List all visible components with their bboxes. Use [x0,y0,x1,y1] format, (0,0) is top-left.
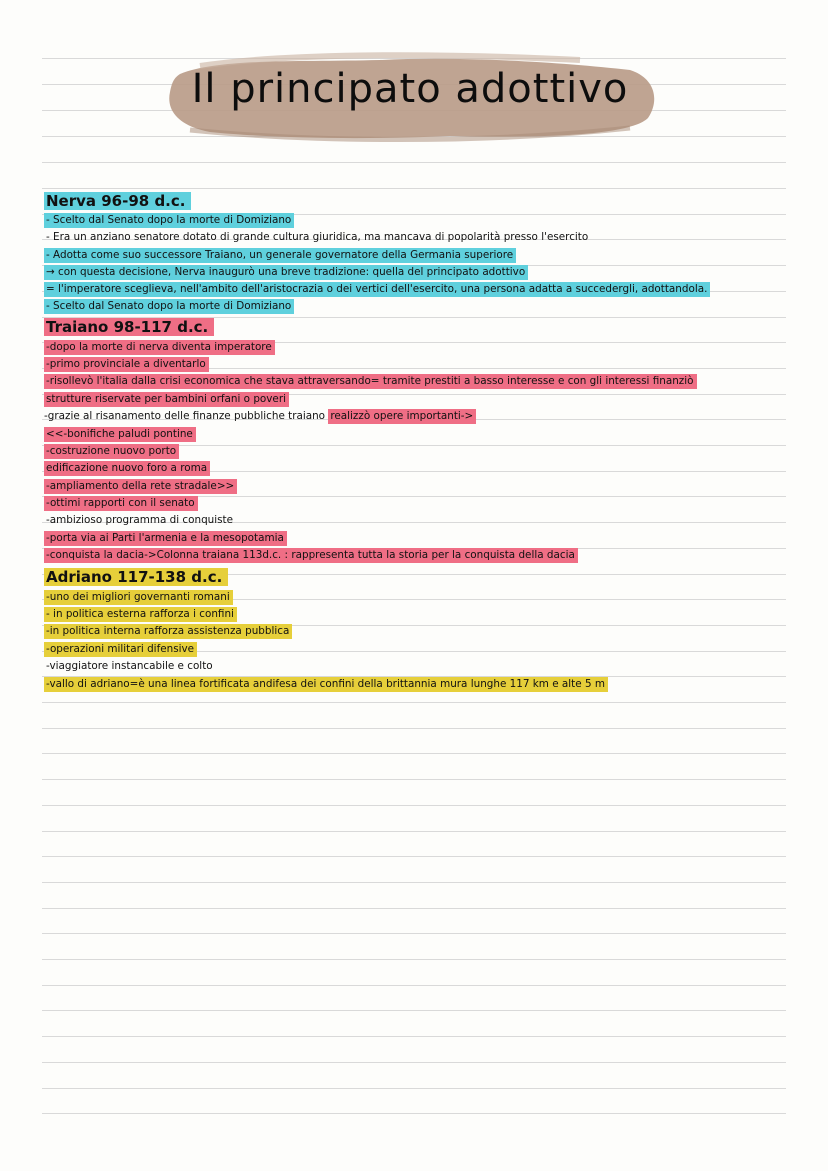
ruled-line [42,908,786,909]
ruled-line [42,779,786,780]
nerva-line: - Scelto dal Senato dopo la morte di Domiziano [44,298,294,314]
traiano-line: -ambizioso programma di conquiste [46,514,234,526]
traiano-line: strutture riservate per bambini orfani o poveri [44,391,289,407]
ruled-line [42,856,786,857]
traiano-line: -primo provinciale a diventarlo [44,356,209,372]
traiano-highlight: realizzò opere importanti-> [328,409,476,424]
ruled-line [42,1062,786,1063]
traiano-line: -costruzione nuovo porto [44,443,179,459]
traiano-line: -ottimi rapporti con il senato [44,495,198,511]
ruled-line [42,1113,786,1114]
ruled-line [42,882,786,883]
ruled-line [42,933,786,934]
traiano-line: -porta via ai Parti l'armenia e la mesopotamia [44,530,287,546]
adriano-line: -in politica interna rafforza assistenza pubblica [44,623,292,639]
traiano-line: -ampliamento della rete stradale>> [44,478,237,494]
adriano-line: -viaggiatore instancabile e colto [46,660,213,672]
nerva-line: = l'imperatore sceglieva, nell'ambito dell'aristocrazia o dei vertici dell'esercito, una persona adatta a succedergli, adottandola. [44,281,710,297]
traiano-line: -risollevò l'italia dalla crisi economica che stava attraversando= tramite prestiti a basso interesse e con gli interessi finanziò [44,373,697,389]
ruled-line [42,805,786,806]
ruled-line [42,728,786,729]
ruled-line [42,1036,786,1037]
ruled-line [42,959,786,960]
ruled-line [42,985,786,986]
nerva-line: - Adotta come suo successore Traiano, un generale governatore della Germania superiore [44,247,516,263]
page-title: Il principato adottivo [191,66,629,112]
title-banner [160,52,660,142]
nerva-line: → con questa decisione, Nerva inaugurò una breve tradizione: quella del principato adottivo [44,264,528,280]
traiano-line: edificazione nuovo foro a roma [44,460,210,476]
ruled-line [42,753,786,754]
ruled-line [42,1010,786,1011]
ruled-line [42,702,786,703]
nerva-line: - Era un anziano senatore dotato di grande cultura giuridica, ma mancava di popolarità presso l'esercito [46,231,589,243]
traiano-heading: Traiano 98-117 d.c. [44,317,214,337]
traiano-line: -dopo la morte di nerva diventa imperatore [44,339,275,355]
nerva-line: - Scelto dal Senato dopo la morte di Domiziano [44,212,294,228]
nerva-heading: Nerva 96-98 d.c. [44,191,191,211]
traiano-line: -conquista la dacia->Colonna traiana 113d.c. : rappresenta tutta la storia per la conquista della dacia [44,547,578,563]
ruled-line [42,831,786,832]
adriano-line: -vallo di adriano=è una linea fortificata andifesa dei confini della brittannia mura lunghe 117 km e alte 5 m [44,676,608,692]
ruled-line [42,1088,786,1089]
adriano-heading: Adriano 117-138 d.c. [44,567,228,587]
adriano-line: - in politica esterna rafforza i confini [44,606,237,622]
ruled-line [42,162,786,163]
traiano-line: <<-bonifiche paludi pontine [44,426,196,442]
adriano-line: -operazioni militari difensive [44,641,197,657]
ruled-line [42,188,786,189]
adriano-line: -uno dei migliori governanti romani [44,589,233,605]
traiano-line: -grazie al risanamento delle finanze pubbliche traiano realizzò opere importanti-> [44,408,476,424]
